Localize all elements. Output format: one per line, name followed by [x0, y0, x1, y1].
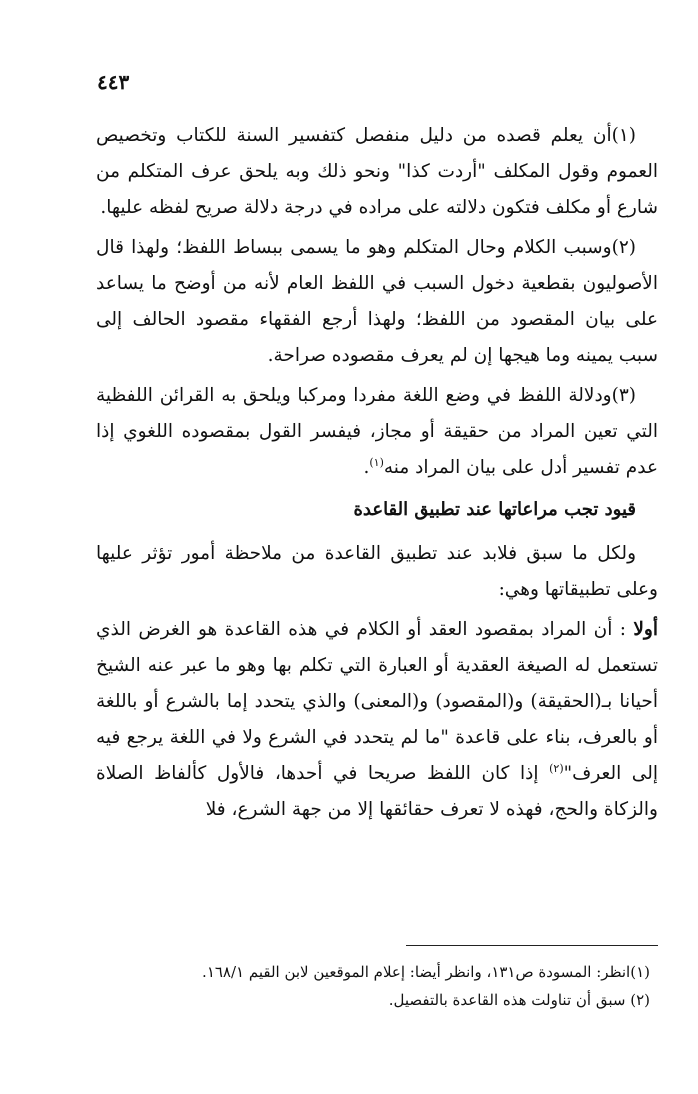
numbered-paragraph-1 [96, 118, 658, 226]
footnote-reference-1[interactable]: (١) [369, 455, 384, 469]
intro-paragraph: ولكل ما سبق فلابد عند تطبيق القاعدة من ملاحظة أمور تؤثر عليها وعلى تطبيقاتها وهي: [96, 543, 658, 600]
numbered-paragraph-3 [96, 378, 658, 486]
footnote-1 [96, 958, 658, 986]
paragraph-text: أن يعلم قصده من دليل منفصل كتفسير السنة للكتاب وتخصيص العموم وقول المكلف "أردت كذا" ونحو ذلك وبه يلحق عرف المتكلم من شارع أو مكلف فتكون دلالته على مراده في درجة دلالة صريح لفظه عليها. [96, 125, 658, 218]
first-point-paragraph [96, 612, 658, 828]
footnote-divider [406, 945, 658, 946]
paragraph-end: . [363, 457, 370, 478]
paragraph-text: ودلالة اللفظ في وضع اللغة مفردا ومركبا ويلحق به القرائن اللفظية التي تعين المراد من حقيقة أو مجاز، فيفسر القول بمقصوده اللغوي إذا عدم تفسير أدل على بيان المراد منه [96, 385, 658, 478]
paragraph-text: وسبب الكلام وحال المتكلم وهو ما يسمى ببساط اللفظ؛ ولهذا قال الأصوليون بقطعية دخول السبب في اللفظ العام لأنه من أوضح ما يساعد على بيان المقصود من اللفظ؛ ولهذا أرجع الفقهاء مقصود الحالف إلى سبب يمينه وما هيجها إن لم يعرف مقصوده صراحة. [96, 237, 658, 366]
footnote-text: سبق أن تناولت هذه القاعدة بالتفصيل. [388, 991, 631, 1009]
section-heading: قيود تجب مراعاتها عند تطبيق القاعدة [353, 499, 636, 520]
paragraph-marker: (١) [611, 125, 636, 146]
point-lead: أولا [633, 619, 658, 640]
footnote-marker: (١) [630, 963, 650, 981]
footnote-reference-2[interactable]: (٢) [549, 761, 564, 775]
footnote-marker: (٢) [630, 991, 650, 1009]
main-text [96, 118, 658, 832]
point-text: : أن المراد بمقصود العقد أو الكلام في هذه القاعدة هو الغرض الذي تستعمل له الصيغة العقدية أو العبارة التي تكلم بها وهو ما عبر عنه الشيخ أحيانا بـ(الحقيقة) و(المقصود) و(المعنى) والذي يتحدد إما بالشرع أو باللغة أو بالعرف، بناء على قاعدة "ما لم يتحدد في الشرع ولا في اللغة يرجع فيه إلى العرف" [96, 619, 658, 784]
point-text-continued: إذا كان اللفظ صريحا في أحدها، فالأول كألفاظ الصلاة والزكاة والحج، فهذه لا تعرف حقائقها إلا من جهة الشرع، فلا [96, 763, 658, 820]
page-number: ٤٤٣ [97, 70, 130, 94]
footnotes-section [96, 958, 658, 1014]
footnote-2 [96, 986, 658, 1014]
paragraph-marker: (٣) [611, 385, 636, 406]
paragraph-marker: (٢) [611, 237, 636, 258]
footnote-text: انظر: المسودة ص١٣١، وانظر أيضا: إعلام الموقعين لابن القيم ١٦٨/١. [202, 963, 631, 981]
numbered-paragraph-2 [96, 230, 658, 374]
